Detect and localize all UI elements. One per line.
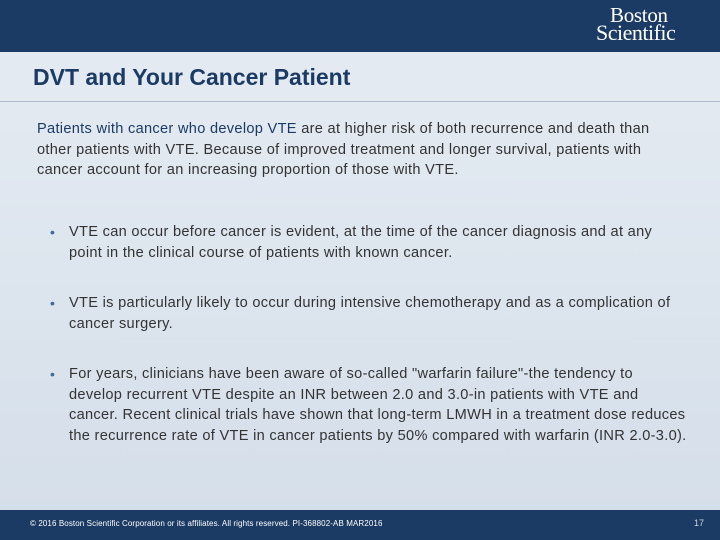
page-title: DVT and Your Cancer Patient <box>33 64 351 90</box>
intro-highlight: Patients with cancer who develop VTE <box>37 121 297 137</box>
list-item <box>48 364 688 446</box>
title-divider <box>0 101 720 102</box>
bullet-icon: • <box>50 224 56 240</box>
intro-text: are at higher risk of both recurrence and death than other patients with VTE. Because of improved treatment and longer survival, patients with cancer account for an increasing proportion of those with VTE. <box>37 121 650 178</box>
list-item <box>48 222 688 263</box>
bullet-icon: • <box>50 295 56 311</box>
bullet-text: VTE can occur before cancer is evident, at the time of the cancer diagnosis and at any point in the clinical course of patients with known cancer. <box>69 224 653 261</box>
boston-scientific-logo <box>596 4 706 48</box>
logo-line-1: Boston <box>610 3 668 27</box>
copyright-text: © 2016 Boston Scientific Corporation or its affiliates. All rights reserved. PI-368802-AB MAR2016 <box>30 519 383 528</box>
intro-paragraph <box>37 119 687 181</box>
list-item <box>48 293 688 334</box>
page-number: 17 <box>693 518 704 528</box>
bullet-text: VTE is particularly likely to occur during intensive chemotherapy and as a complication of cancer surgery. <box>69 295 671 332</box>
footer-bar <box>0 510 720 540</box>
header-bar <box>0 0 720 52</box>
logo-line-2: Scientific <box>596 20 676 45</box>
bullet-list <box>48 222 688 446</box>
bullet-text: For years, clinicians have been aware of so-called "warfarin failure"-the tendency to develop recurrent VTE despite an INR between 2.0 and 3.0-in patients with VTE and cancer. Recent clinical trials have shown that long-term LMWH in a treatment dose reduces the recurrence rate of VTE in cancer patients by 50% compared with warfarin (INR 2.0-3.0). <box>69 366 687 444</box>
bullet-icon: • <box>50 366 56 382</box>
